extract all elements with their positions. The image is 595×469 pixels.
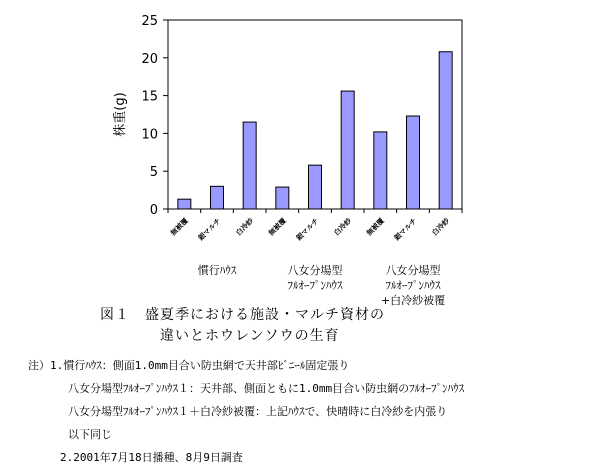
x-tick-label: 白冷紗 bbox=[332, 216, 354, 238]
y-axis-label: 株重(g) bbox=[113, 92, 128, 137]
bar bbox=[178, 199, 191, 209]
bar bbox=[276, 187, 289, 209]
x-tick-label: 白冷紗 bbox=[430, 216, 452, 238]
group-label: 八女分場型 bbox=[385, 264, 441, 277]
bar bbox=[341, 91, 354, 209]
group-label: ﾌﾙｵｰﾌﾟﾝﾊｳｽ bbox=[385, 279, 441, 292]
x-tick-label: 無被覆 bbox=[267, 216, 288, 238]
bar bbox=[309, 165, 322, 209]
bar bbox=[439, 52, 452, 209]
y-tick-label: 10 bbox=[141, 127, 158, 143]
note-line-1: 注）1.慣行ﾊｳｽ：側面1.0mm目合い防虫網で天井部ﾋﾞﾆｰﾙ固定張り bbox=[28, 359, 350, 372]
bar bbox=[407, 116, 420, 209]
figure-caption-line-1: 図１ 盛夏季における施設・マルチ資材の bbox=[100, 307, 385, 323]
bar bbox=[243, 122, 256, 209]
group-label: 八女分場型 bbox=[287, 264, 343, 277]
note-line-5: 2.2001年7月18日播種、8月9日調査 bbox=[60, 451, 243, 464]
y-tick-label: 25 bbox=[141, 14, 158, 29]
bar bbox=[211, 186, 224, 209]
x-tick-label: 銀マルチ bbox=[196, 216, 223, 243]
x-tick-label: 無被覆 bbox=[169, 216, 190, 238]
y-tick-label: 0 bbox=[149, 203, 158, 218]
x-tick-label: 無被覆 bbox=[365, 216, 386, 238]
note-line-4: 以下同じ bbox=[68, 428, 112, 441]
group-label: +白冷紗被覆 bbox=[380, 294, 446, 307]
y-tick-label: 20 bbox=[141, 51, 158, 67]
group-label: 慣行ﾊｳｽ bbox=[197, 264, 237, 277]
y-tick-label: 15 bbox=[141, 89, 158, 105]
note-line-2: 八女分場型ﾌﾙｵｰﾌﾟﾝﾊｳｽ１：天井部、側面ともに1.0mm目合い防虫網のﾌﾙｵｰﾌﾟﾝﾊｳｽ bbox=[68, 382, 465, 395]
note-line-3: 八女分場型ﾌﾙｵｰﾌﾟﾝﾊｳｽ１＋白冷紗被覆：上記ﾊｳｽで、快晴時に白冷紗を内張り bbox=[68, 405, 448, 418]
x-tick-label: 白冷紗 bbox=[234, 216, 256, 238]
bar bbox=[374, 132, 387, 209]
group-label: ﾌﾙｵｰﾌﾟﾝﾊｳｽ bbox=[287, 279, 343, 292]
y-tick-label: 5 bbox=[149, 165, 158, 181]
plot-area bbox=[112, 14, 462, 307]
x-tick-label: 銀マルチ bbox=[294, 216, 321, 243]
figure-caption-line-2: 違いとホウレンソウの生育 bbox=[160, 328, 340, 344]
x-tick-label: 銀マルチ bbox=[392, 216, 419, 243]
